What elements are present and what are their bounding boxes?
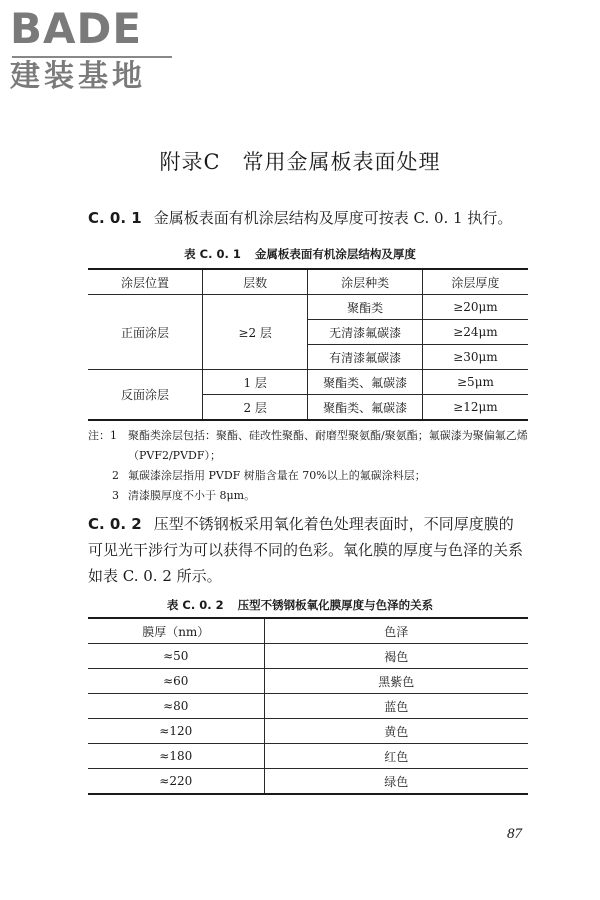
table-row bbox=[88, 669, 528, 694]
header-color: 色泽 bbox=[264, 618, 528, 644]
table-row bbox=[88, 370, 528, 395]
table2-caption bbox=[0, 597, 600, 613]
table2-number: 表 C. 0. 2 bbox=[166, 598, 224, 612]
coating-thickness: ≥12μm bbox=[422, 395, 528, 421]
section-c02-number: C. 0. 2 bbox=[88, 515, 142, 533]
coating-type: 聚酯类、氟碳漆 bbox=[308, 395, 422, 421]
film-color: 蓝色 bbox=[264, 694, 528, 719]
table2-title: 压型不锈钢板氧化膜厚度与色泽的关系 bbox=[237, 598, 434, 612]
back-coating-position: 反面涂层 bbox=[88, 370, 202, 421]
coating-layers: 1 层 bbox=[202, 370, 308, 395]
table-row bbox=[88, 644, 528, 669]
header-thickness: 涂层厚度 bbox=[422, 269, 528, 295]
table-row bbox=[88, 744, 528, 769]
film-color: 红色 bbox=[264, 744, 528, 769]
coating-thickness: ≥30μm bbox=[422, 345, 528, 370]
section-c01 bbox=[88, 205, 528, 231]
coating-thickness: ≥5μm bbox=[422, 370, 528, 395]
table1-caption bbox=[0, 246, 600, 262]
coating-type: 无清漆氟碳漆 bbox=[308, 320, 422, 345]
coating-thickness: ≥20μm bbox=[422, 295, 528, 320]
front-coating-position: 正面涂层 bbox=[88, 295, 202, 370]
note-text: 清漆膜厚度不小于 8μm。 bbox=[128, 489, 256, 502]
header-type: 涂层种类 bbox=[308, 269, 422, 295]
film-color: 黑紫色 bbox=[264, 669, 528, 694]
note-item bbox=[88, 466, 533, 486]
table-header-row bbox=[88, 269, 528, 295]
coating-table bbox=[88, 268, 528, 421]
notes-label: 注： bbox=[88, 429, 110, 442]
section-c01-number: C. 0. 1 bbox=[88, 209, 142, 227]
section-c01-text: 金属板表面有机涂层结构及厚度可按表 C. 0. 1 执行。 bbox=[153, 209, 513, 227]
note-item bbox=[88, 426, 533, 466]
film-thickness: ≈180 bbox=[88, 744, 264, 769]
logo-divider bbox=[12, 56, 172, 58]
coating-layers: 2 层 bbox=[202, 395, 308, 421]
bade-logo bbox=[10, 6, 180, 96]
table-header-row bbox=[88, 618, 528, 644]
header-film-thickness: 膜厚（nm） bbox=[88, 618, 264, 644]
table-row bbox=[88, 719, 528, 744]
note-number: 3 bbox=[112, 489, 119, 502]
logo-text-en: BADE bbox=[10, 4, 143, 53]
table1-title: 金属板表面有机涂层结构及厚度 bbox=[254, 247, 416, 261]
front-coating-layers: ≥2 层 bbox=[202, 295, 308, 370]
note-text: 氟碳漆涂层指用 PVDF 树脂含量在 70%以上的氟碳涂料层； bbox=[128, 469, 426, 482]
film-color: 绿色 bbox=[264, 769, 528, 795]
film-color: 褐色 bbox=[264, 644, 528, 669]
section-c02 bbox=[88, 511, 528, 589]
table1-notes bbox=[88, 426, 533, 506]
table1-number: 表 C. 0. 1 bbox=[184, 247, 241, 261]
film-thickness: ≈220 bbox=[88, 769, 264, 795]
coating-type: 聚酯类、氟碳漆 bbox=[308, 370, 422, 395]
header-position: 涂层位置 bbox=[88, 269, 202, 295]
oxide-film-table bbox=[88, 617, 528, 795]
film-thickness: ≈60 bbox=[88, 669, 264, 694]
table-row bbox=[88, 295, 528, 320]
note-number: 2 bbox=[112, 469, 119, 482]
coating-thickness: ≥24μm bbox=[422, 320, 528, 345]
table-row bbox=[88, 769, 528, 795]
note-number: 1 bbox=[110, 429, 117, 442]
film-thickness: ≈50 bbox=[88, 644, 264, 669]
page-number: 87 bbox=[507, 826, 522, 842]
coating-type: 有清漆氟碳漆 bbox=[308, 345, 422, 370]
section-c02-text: 压型不锈钢板采用氧化着色处理表面时，不同厚度膜的可见光干涉行为可以获得不同的色彩。氧化膜的厚度与色泽的关系如表 C. 0. 2 所示。 bbox=[88, 515, 524, 585]
appendix-title: 附录C 常用金属板表面处理 bbox=[159, 150, 441, 174]
note-text: 聚酯类涂层包括：聚酯、硅改性聚酯、耐磨型聚氨酯/聚氨酯；氟碳漆为聚偏氟乙烯（PVF2/PVDF）； bbox=[128, 429, 528, 462]
logo-text-cn: 建装基地 bbox=[10, 59, 146, 94]
coating-type: 聚酯类 bbox=[308, 295, 422, 320]
header-layers: 层数 bbox=[202, 269, 308, 295]
film-thickness: ≈120 bbox=[88, 719, 264, 744]
film-thickness: ≈80 bbox=[88, 694, 264, 719]
note-item bbox=[88, 486, 533, 506]
film-color: 黄色 bbox=[264, 719, 528, 744]
table-row bbox=[88, 694, 528, 719]
